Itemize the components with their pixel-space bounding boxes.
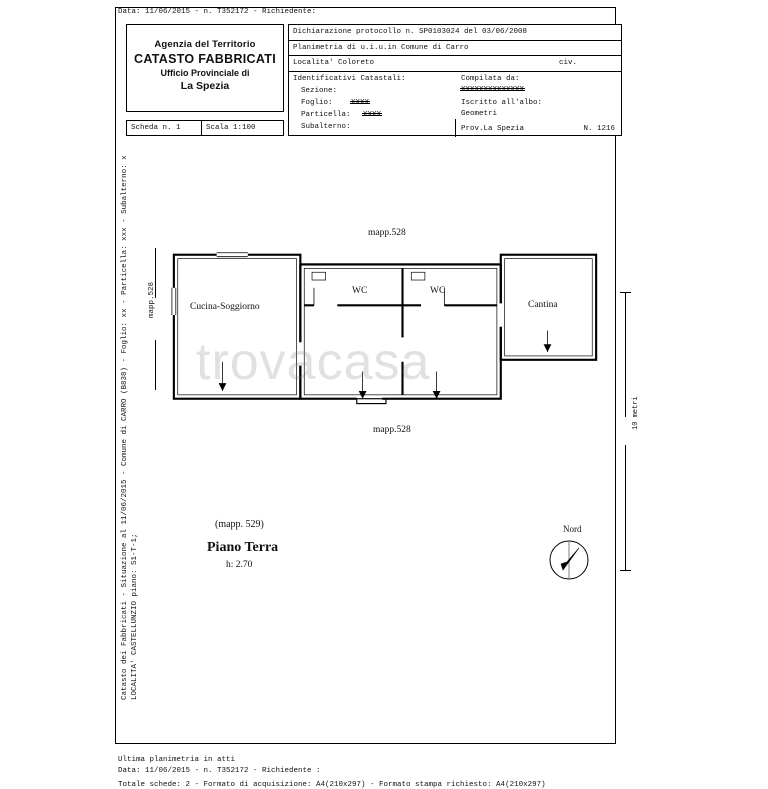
compilata-value: XXXXXXXXXXXXXX: [461, 86, 525, 94]
compass-rose-icon: [549, 540, 591, 582]
scheda-block: [126, 120, 284, 136]
declaration-row-planimetry: [289, 41, 621, 56]
header-table: [126, 24, 622, 136]
footer-line-1: Ultima planimetria in atti: [118, 756, 236, 764]
prov-label: Prov.La Spezia: [461, 125, 525, 133]
declaration-locality-text: Localita' Coloreto: [293, 59, 375, 67]
compilata-title: Compilata da:: [461, 75, 520, 83]
scale-tick-top: [620, 292, 631, 293]
foglio-label: Foglio:: [301, 99, 333, 107]
mapp-529-label: (mapp. 529): [215, 519, 264, 530]
scheda-scale: Scala 1:100: [206, 124, 256, 132]
floor-plan-drawing: [160, 245, 610, 425]
albo-value: Geometri: [461, 110, 498, 118]
scale-tick-bottom: [620, 570, 631, 571]
scale-line-top: [625, 292, 626, 417]
left-dim-line-bottom: [155, 340, 156, 390]
room-label-cucina-soggiorno: Cucina-Soggiorno: [190, 302, 260, 312]
document-header-line: Data: 11/06/2015 - n. T352172 - Richiedente:: [118, 8, 317, 16]
watermark-text: trovacasa: [196, 333, 431, 391]
footer-line-3: Totale schede: 2 - Formato di acquisizione: A4(210x297) - Formato stampa richiesto: A4(210x297): [118, 781, 546, 789]
declaration-planimetry-text: Planimetria di u.i.u.in Comune di Carro: [293, 44, 469, 52]
footer-line-2: Data: 11/06/2015 - n. T352172 - Richiedente :: [118, 767, 321, 775]
room-label-wc-2: WC: [430, 286, 446, 296]
mapp-label-top: mapp.528: [368, 228, 406, 238]
left-dim-line-top: [155, 248, 156, 298]
particella-value: XXXX: [363, 111, 382, 119]
iscritto-label: Iscritto all'albo:: [461, 99, 543, 107]
agency-block: [126, 24, 284, 112]
room-label-wc-1: WC: [352, 286, 368, 296]
footer-divider: [115, 743, 616, 744]
agency-line-2: CATASTO FABBRICATI: [134, 52, 276, 66]
agency-line-3: Ufficio Provinciale di: [160, 68, 250, 78]
agency-line-4: La Spezia: [180, 80, 230, 92]
declaration-civic-label: civ.: [559, 59, 578, 67]
foglio-value: XXXX: [351, 99, 370, 107]
room-label-cantina: Cantina: [528, 300, 558, 310]
declaration-row-locality: [289, 56, 621, 72]
identifiers-title: Identificativi Catastali:: [293, 75, 406, 83]
side-locality-text: LOCALITA' CASTELLUNZIO piano: S1-T-1;: [131, 533, 139, 700]
side-mapp-label: mapp.528: [148, 281, 156, 318]
scale-bar-label: 10 metri: [632, 396, 640, 430]
declaration-block: [288, 24, 622, 136]
subalterno-label: Subalterno:: [301, 123, 351, 131]
floor-title: Piano Terra: [207, 540, 279, 555]
albo-number: N. 1216: [583, 125, 615, 133]
scale-line-bottom: [625, 445, 626, 570]
declaration-protocol-text: Dichiarazione protocollo n. SP0103024 del 03/06/2008: [293, 28, 528, 36]
identifiers-divider: [455, 119, 456, 137]
declaration-row-protocol: [289, 25, 621, 41]
declaration-row-identifiers: [289, 72, 621, 137]
side-catasto-text: Catasto dei Fabbricati - Situazione al 11/06/2015 - Comune di CARRO (B838) - Foglio: xx - Particella: xxx - Subalterno: x: [121, 155, 129, 700]
north-label: Nord: [563, 524, 582, 534]
mapp-label-bottom: mapp.528: [373, 425, 411, 435]
sezione-label: Sezione:: [301, 87, 338, 95]
agency-line-1: Agenzia del Territorio: [154, 39, 256, 50]
scheda-divider: [201, 121, 202, 135]
floor-height: h: 2.70: [226, 560, 253, 570]
scheda-number: Scheda n. 1: [131, 124, 181, 132]
particella-label: Particella:: [301, 111, 351, 119]
